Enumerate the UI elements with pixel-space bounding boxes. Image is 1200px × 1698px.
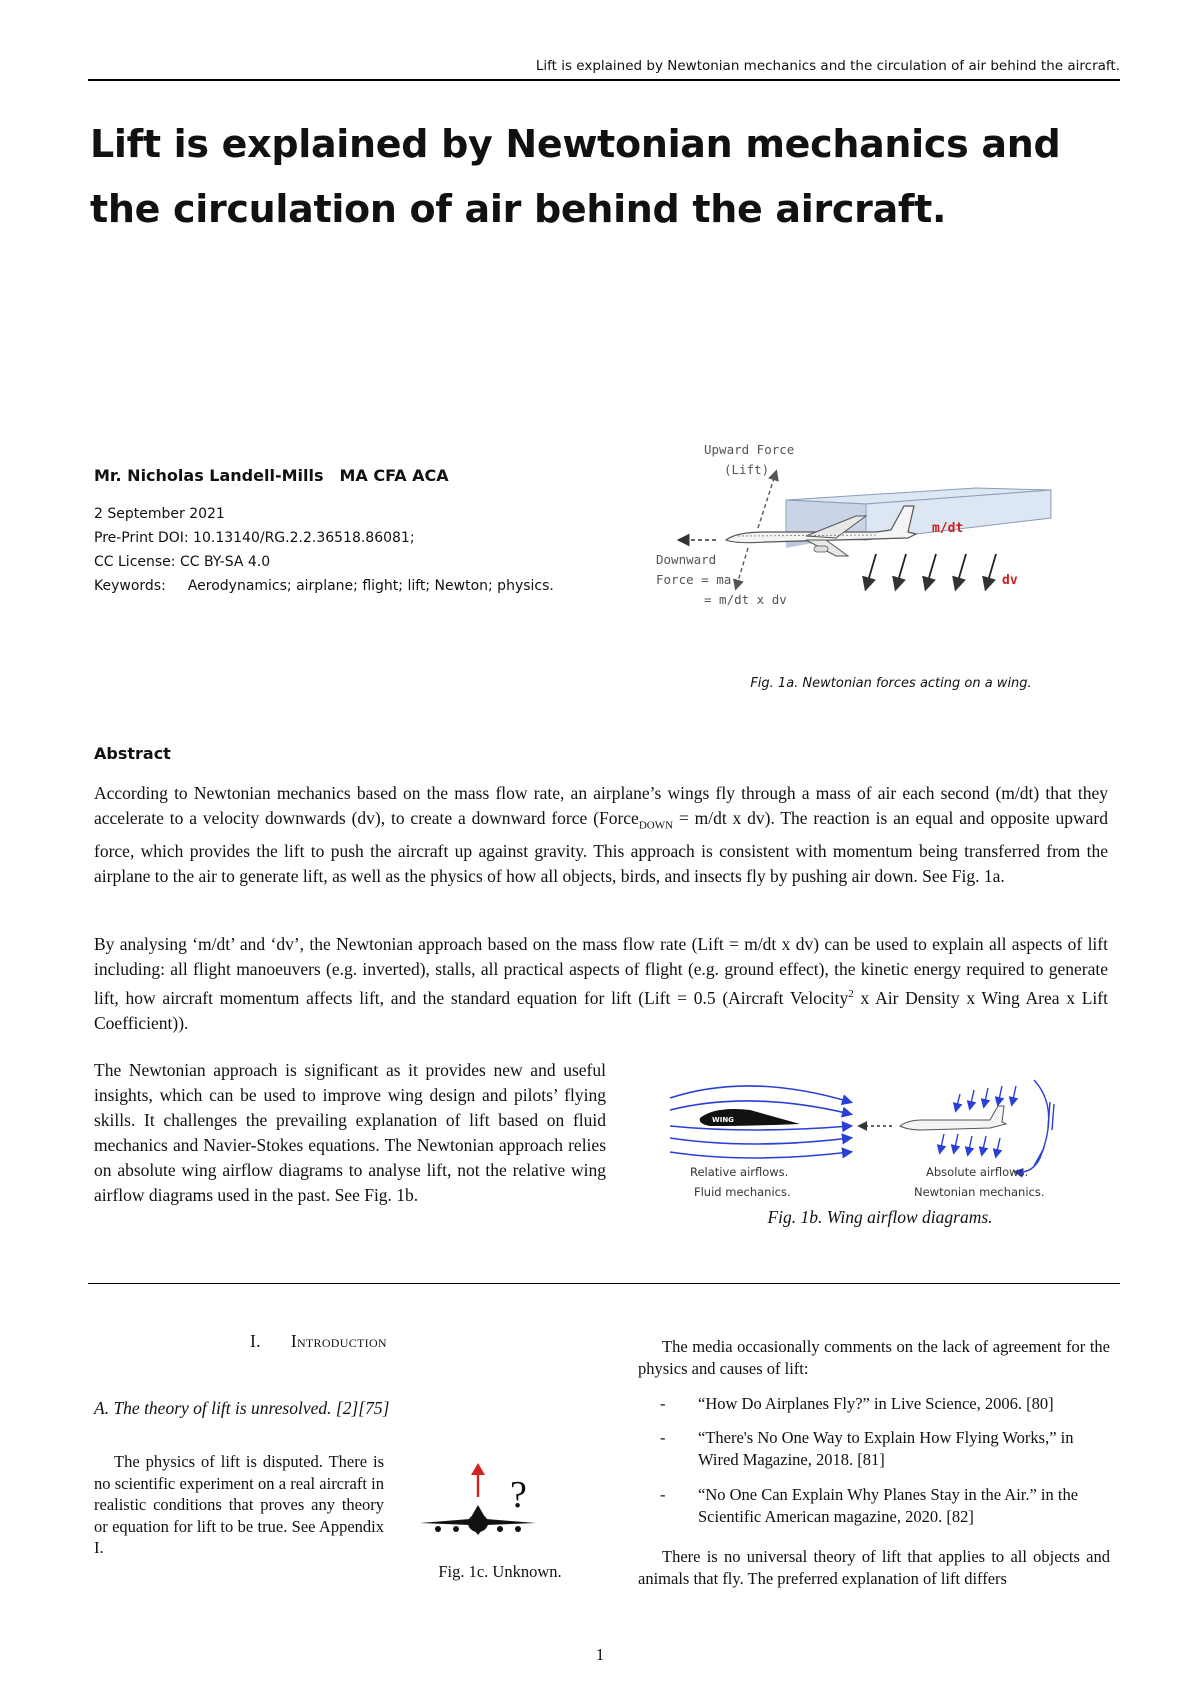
page-title: Lift is explained by Newtonian mechanics and the circulation of air behind the aircraft. [90,122,1061,231]
absolute-label-1: Absolute airflows. [926,1165,1029,1179]
media-bullet-3 [660,1484,1110,1528]
downward-label-2: Force = ma [656,572,732,587]
subsection-heading-a: A. The theory of lift is unresolved. [2][75] [94,1398,390,1418]
downwash-arrows [866,554,996,588]
author-qualifications: MA CFA ACA [339,466,449,485]
wing-label: WING [712,1116,734,1124]
red-up-arrow-head [471,1463,485,1475]
question-mark: ? [510,1474,527,1516]
bullet-dash: - [660,1485,666,1504]
abstract-paragraph-3: The Newtonian approach is significant as it provides new and useful insights, which can be used to improve wing design and pilots’ flying skills. It challenges the prevailing explanation of lift based on fluid mechanics and Navier-Stokes equations. The Newtonian approach relies on absolute wing airflow diagrams to analyse lift, not the relative wing airflow diagrams used in the past. See Fig. 1b. [94,1060,606,1205]
bullet-text: “No One Can Explain Why Planes Stay in the Air.” in the Scientific American magazine, 2020. [82] [698,1485,1079,1526]
keywords-label: Keywords: [94,578,166,594]
fig1a-newtonian-forces-diagram [656,442,1116,668]
fig1b-caption: Fig. 1b. Wing airflow diagrams. [767,1207,993,1227]
abstract-heading: Abstract [94,744,171,763]
bullet-text: “There's No One Way to Explain How Flying Works,” in Wired Magazine, 2018. [81] [698,1428,1074,1469]
dv-label: dv [1002,573,1018,588]
absolute-label-2: Newtonian mechanics. [914,1185,1045,1199]
bullet-dash: - [660,1394,666,1413]
date: 2 September 2021 [94,506,225,522]
downward-label-3: = m/dt x dv [704,592,787,607]
section-title: Introduction [290,1331,387,1351]
abstract-p2-part-a: By analysing ‘m/dt’ and ‘dv’, the Newtonian approach based on the mass flow rate (Lift = m/dt x dv) can be used to explain all aspects of lift including: all flight manoeuvers (e.g. inverted), stalls, all practical aspects of flight (e.g. ground effect), the kinetic energy required to generate lift, how aircraft momentum affects lift, and the standard equation for lift (Lift = 0.5 (Aircraft Velocity [94,934,1108,1008]
abstract-p1-part-a: According to Newtonian mechanics based on the mass flow rate, an airplane’s wings fly through a mass of air each second (m/dt) that they accelerate to a velocity downwards (dv), to create a downward force (Force [94,783,1108,828]
doi: Pre-Print DOI: 10.13140/RG.2.2.36518.86081; [94,530,415,546]
license: CC License: CC BY-SA 4.0 [94,554,271,570]
abstract-paragraph-1 [94,781,1108,889]
fig1c-caption: Fig. 1c. Unknown. [438,1562,562,1581]
mass-flow-label: m/dt [932,521,964,536]
page-number: 1 [595,1645,605,1664]
section-number: I. [250,1331,261,1351]
media-bullet-2 [660,1427,1110,1471]
downward-force-arrow [736,548,748,588]
relative-label-2: Fluid mechanics. [694,1185,791,1199]
relative-label-1: Relative airflows. [690,1165,789,1179]
abstract-p2-superscript: 2 [848,988,854,1000]
intro-paragraph-1: The physics of lift is disputed. There is no scientific experiment on a real aircraft in realistic conditions that proves any theory or equation for lift to be true. See Appendix I. [94,1452,384,1557]
abstract-p2-part-b: x Air Density x Wing Area x Lift Coefficient)). [94,987,1108,1033]
fig1b-airplane [900,1106,1006,1130]
abstract-p1-subscript: DOWN [638,819,674,832]
bullet-dash: - [660,1428,666,1447]
keywords: Aerodynamics; airplane; flight; lift; Newton; physics. [187,578,554,594]
fig1b-wing-airflow-diagram [660,1068,1100,1200]
abstract-paragraph-2 [94,932,1108,1036]
section-divider [88,1283,1120,1284]
col2-paragraph-2: There is no universal theory of lift that applies to all objects and animals that fly. The preferred explanation of lift differs [638,1547,1110,1588]
col2-paragraph-1: The media occasionally comments on the lack of agreement for the physics and causes of lift: [638,1337,1110,1378]
keywords-line [94,578,554,594]
lift-arrow [758,472,776,528]
downward-label-1: Downward [656,552,717,567]
fig1a-caption: Fig. 1a. Newtonian forces acting on a wing. [750,676,1032,691]
upward-label-2: (Lift) [724,462,770,477]
media-bullet-1 [660,1393,1110,1415]
author-name: Mr. Nicholas Landell-Mills [94,466,324,485]
abstract-p1-part-b: = m/dt x dv). The reaction is an equal and opposite upward force, which provides the lift to push the aircraft up against gravity. This approach is consistent with momentum being transferred from the airplane to the air to generate lift, as well as the physics of how all objects, birds, and insects fly by pushing air down. See Fig. 1a. [94,808,1108,886]
author-line [94,466,449,485]
header-rule [88,79,1120,81]
fig1c-unknown-diagram [410,1461,590,1551]
running-header: Lift is explained by Newtonian mechanics and the circulation of air behind the aircraft. [535,58,1120,74]
bullet-text: “How Do Airplanes Fly?” in Live Science, 2006. [80] [698,1394,1054,1413]
section-heading-introduction [250,1331,387,1352]
upward-label-1: Upward Force [704,442,795,457]
